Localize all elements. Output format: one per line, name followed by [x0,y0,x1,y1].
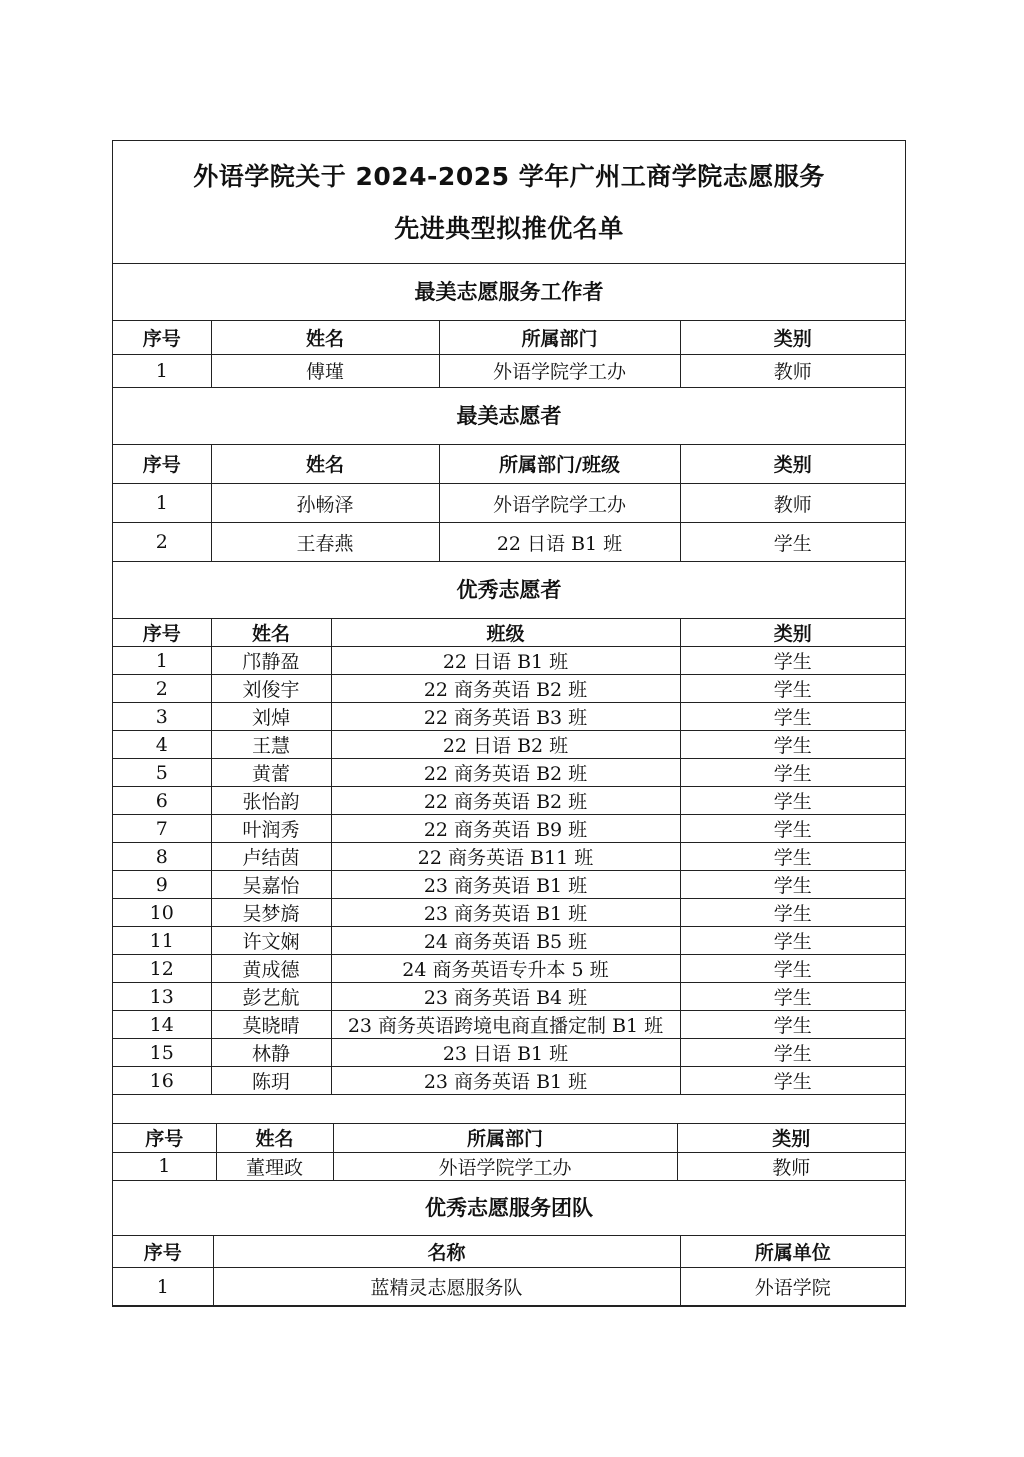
table-cell: 吴嘉怡 [211,871,331,899]
table-cell: 外语学院学工办 [333,1152,677,1180]
table-cell: 学生 [680,703,905,731]
table-cell: 许文娴 [211,927,331,955]
section-heading-excellent-team: 优秀志愿服务团队 [113,1181,905,1236]
column-header: 序号 [113,1236,213,1268]
table-row [113,955,905,983]
table-row [113,1152,905,1180]
table-excellent-volunteer [113,619,905,1095]
table-cell: 24 商务英语 B5 班 [331,927,680,955]
column-header: 序号 [113,321,211,354]
table-cell: 4 [113,731,211,759]
table-row [113,1039,905,1067]
table-header-row [113,445,905,484]
column-header: 所属部门 [439,321,680,354]
table-cell: 学生 [680,843,905,871]
table-row [113,1011,905,1039]
table-cell: 22 商务英语 B2 班 [331,759,680,787]
table-cell: 教师 [677,1152,905,1180]
table-cell: 1 [113,1152,216,1180]
column-header: 姓名 [211,321,439,354]
table-cell: 23 日语 B1 班 [331,1039,680,1067]
table-cell: 学生 [680,759,905,787]
table-best-volunteer [113,445,905,563]
table-cell: 邝静盈 [211,647,331,675]
table-cell: 学生 [680,1011,905,1039]
table-cell: 陈玥 [211,1067,331,1095]
table-cell: 23 商务英语 B1 班 [331,871,680,899]
column-header: 类别 [680,445,905,484]
table-cell: 7 [113,815,211,843]
table-cell: 学生 [680,899,905,927]
table-cell: 莫晓晴 [211,1011,331,1039]
table-excellent-team [113,1236,905,1307]
column-header: 所属部门 [333,1124,677,1152]
table-cell: 学生 [680,983,905,1011]
table-cell: 23 商务英语 B1 班 [331,1067,680,1095]
table-cell: 16 [113,1067,211,1095]
table-best-worker [113,321,905,388]
table-row [113,815,905,843]
table-row [113,871,905,899]
table-cell: 外语学院学工办 [439,484,680,523]
table-header-row [113,619,905,647]
table-cell: 1 [113,647,211,675]
table-row [113,523,905,562]
table-cell: 14 [113,1011,211,1039]
table-cell: 23 商务英语跨境电商直播定制 B1 班 [331,1011,680,1039]
table-cell: 22 商务英语 B11 班 [331,843,680,871]
table-cell: 1 [113,1268,213,1306]
table-cell: 2 [113,675,211,703]
table-cell: 刘焯 [211,703,331,731]
document-title [113,141,905,264]
table-cell: 黄成德 [211,955,331,983]
table-cell: 8 [113,843,211,871]
table-cell: 卢结茵 [211,843,331,871]
column-header: 序号 [113,1124,216,1152]
table-header-row [113,1124,905,1152]
table-cell: 23 商务英语 B1 班 [331,899,680,927]
table-row [113,1268,905,1306]
table-cell: 学生 [680,1039,905,1067]
table-cell: 董理政 [216,1152,333,1180]
table-header-row [113,321,905,354]
table-cell: 23 商务英语 B4 班 [331,983,680,1011]
table-cell: 蓝精灵志愿服务队 [213,1268,680,1306]
table-row [113,647,905,675]
table-row [113,787,905,815]
column-header: 名称 [213,1236,680,1268]
column-header: 类别 [680,619,905,647]
table-row [113,843,905,871]
table-cell: 王春燕 [211,523,439,562]
column-header: 姓名 [211,445,439,484]
table-cell: 刘俊宇 [211,675,331,703]
table-cell: 外语学院学工办 [439,354,680,387]
table-cell: 3 [113,703,211,731]
table-cell: 学生 [680,675,905,703]
column-header: 所属单位 [680,1236,905,1268]
table-row [113,675,905,703]
table-cell: 学生 [680,927,905,955]
table-cell: 学生 [680,815,905,843]
table-row [113,354,905,387]
table-cell: 1 [113,484,211,523]
table-cell: 22 日语 B1 班 [439,523,680,562]
table-cell: 2 [113,523,211,562]
table-cell: 22 日语 B2 班 [331,731,680,759]
section-heading-best-worker: 最美志愿服务工作者 [113,264,905,321]
column-header: 类别 [677,1124,905,1152]
table-cell: 22 商务英语 B9 班 [331,815,680,843]
table-cell: 9 [113,871,211,899]
table-cell: 外语学院 [680,1268,905,1306]
table-cell: 张怡韵 [211,787,331,815]
column-header: 姓名 [211,619,331,647]
section-heading-best-volunteer: 最美志愿者 [113,388,905,445]
table-row [113,1067,905,1095]
table-cell: 学生 [680,787,905,815]
column-header: 姓名 [216,1124,333,1152]
table-cell: 学生 [680,955,905,983]
table-cell: 教师 [680,484,905,523]
table-cell: 10 [113,899,211,927]
table-cell: 学生 [680,1067,905,1095]
table-cell: 学生 [680,647,905,675]
table-cell: 22 商务英语 B3 班 [331,703,680,731]
column-header: 序号 [113,445,211,484]
title-line-1: 外语学院关于 2024-2025 学年广州工商学院志愿服务 [193,162,825,191]
column-header: 序号 [113,619,211,647]
table-row [113,703,905,731]
table-cell: 11 [113,927,211,955]
document-page [112,140,906,1307]
blank-row [113,1095,905,1124]
table-cell: 13 [113,983,211,1011]
table-row [113,731,905,759]
table-cell: 学生 [680,871,905,899]
column-header: 班级 [331,619,680,647]
table-cell: 黄蕾 [211,759,331,787]
table-cell: 学生 [680,523,905,562]
table-row [113,927,905,955]
table-header-row [113,1236,905,1268]
table-cell: 5 [113,759,211,787]
table-cell: 6 [113,787,211,815]
title-line-2: 先进典型拟推优名单 [394,214,624,243]
table-cell: 吴梦旖 [211,899,331,927]
table-unnamed-staff [113,1124,905,1181]
table-cell: 24 商务英语专升本 5 班 [331,955,680,983]
table-cell: 15 [113,1039,211,1067]
table-cell: 1 [113,354,211,387]
table-row [113,759,905,787]
section-heading-excellent-volunteer: 优秀志愿者 [113,562,905,619]
table-row [113,899,905,927]
table-row [113,983,905,1011]
table-cell: 学生 [680,731,905,759]
table-cell: 叶润秀 [211,815,331,843]
table-cell: 傅瑾 [211,354,439,387]
table-cell: 22 商务英语 B2 班 [331,675,680,703]
table-cell: 22 商务英语 B2 班 [331,787,680,815]
table-cell: 彭艺航 [211,983,331,1011]
column-header: 类别 [680,321,905,354]
table-row [113,484,905,523]
column-header: 所属部门/班级 [439,445,680,484]
table-cell: 林静 [211,1039,331,1067]
table-cell: 孙畅泽 [211,484,439,523]
table-cell: 22 日语 B1 班 [331,647,680,675]
table-cell: 王慧 [211,731,331,759]
table-cell: 教师 [680,354,905,387]
table-cell: 12 [113,955,211,983]
